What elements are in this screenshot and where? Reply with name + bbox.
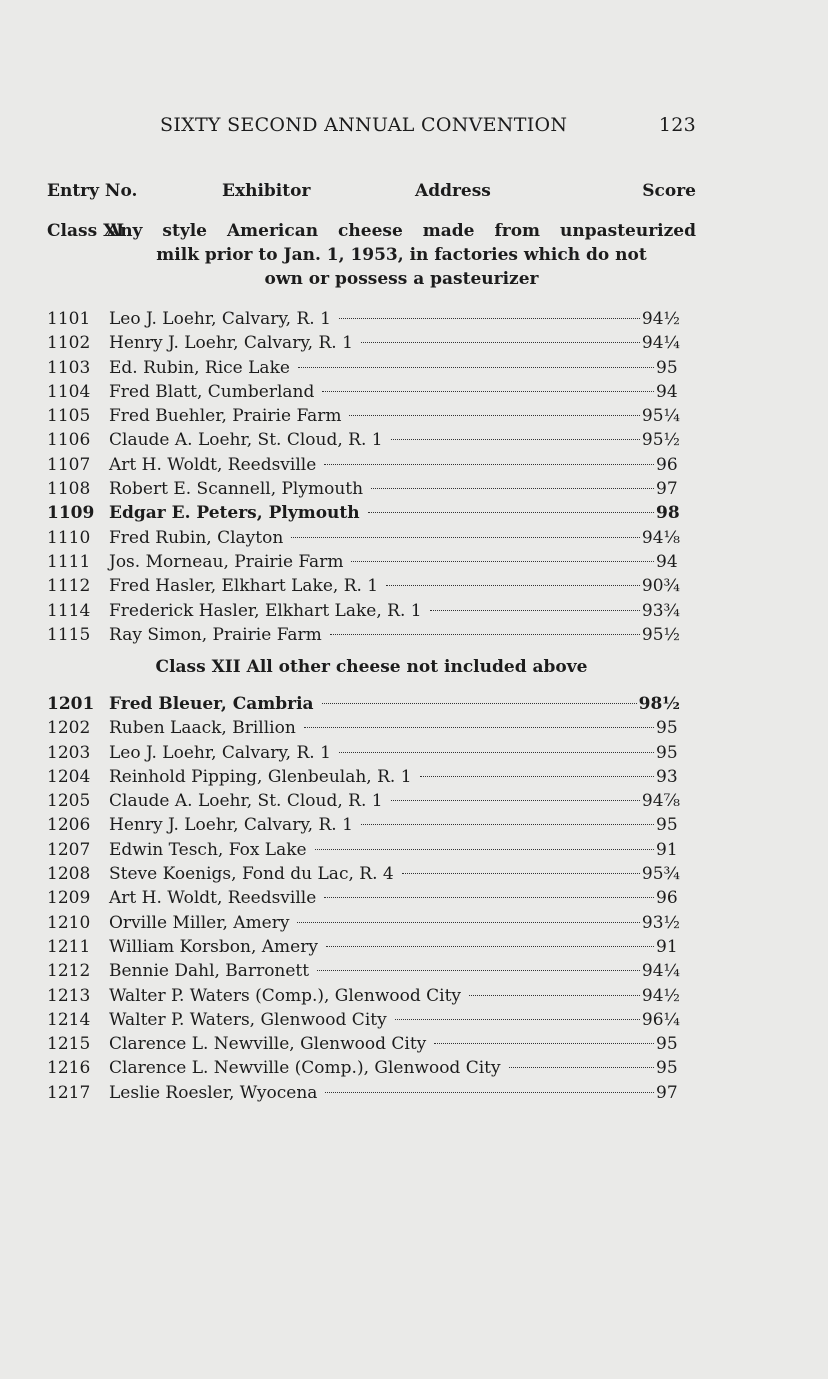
entry-row: [47, 404, 680, 428]
leader-dots: [330, 634, 640, 635]
class-xi-entry-list: [47, 307, 680, 647]
entry-number: 1204: [47, 766, 91, 787]
leader-dots: [349, 415, 639, 416]
column-header-entry-no: Entry No.: [47, 181, 138, 201]
entry-number: 1210: [47, 912, 91, 933]
entry-number: 1108: [47, 479, 91, 500]
leader-dots: [361, 342, 640, 343]
entry-score: 94¼: [641, 333, 680, 354]
entry-score: 94⅞: [641, 791, 680, 812]
entry-number: 1110: [47, 527, 91, 548]
leader-dots: [291, 537, 640, 538]
entry-score: 94: [656, 381, 678, 402]
entry-score: 94: [656, 551, 678, 572]
entry-number: 1111: [47, 551, 91, 572]
entry-number: 1215: [47, 1034, 91, 1055]
entry-score: 94½: [641, 309, 680, 329]
entry-score: 94¼: [641, 961, 680, 982]
exhibitor-address: Bennie Dahl, Barronett: [109, 961, 310, 982]
entry-score: 98½: [638, 694, 680, 714]
entry-number: 1201: [47, 694, 95, 714]
exhibitor-address: Edgar E. Peters, Plymouth: [109, 503, 360, 524]
exhibitor-address: Fred Rubin, Clayton: [109, 527, 284, 548]
column-headers: [47, 181, 696, 205]
entry-row: [47, 984, 680, 1008]
entry-score: 93: [656, 766, 678, 787]
exhibitor-address: Claude A. Loehr, St. Cloud, R. 1: [109, 791, 383, 812]
leader-dots: [386, 585, 640, 586]
entry-score: 95½: [641, 624, 680, 645]
leader-dots: [326, 946, 654, 947]
column-header-exhibitor: Exhibitor: [222, 181, 311, 201]
entry-row: [47, 477, 680, 501]
entry-number: 1102: [47, 333, 91, 354]
entry-score: 96: [656, 888, 678, 909]
leader-dots: [339, 752, 654, 753]
exhibitor-address: Walter P. Waters (Comp.), Glenwood City: [109, 985, 462, 1006]
exhibitor-address: Walter P. Waters, Glenwood City: [109, 1009, 387, 1030]
class-xii-heading: Class XII All other cheese not included above: [155, 657, 588, 677]
leader-dots: [420, 776, 654, 777]
entry-score: 96: [656, 454, 678, 475]
exhibitor-address: Fred Buehler, Prairie Farm: [109, 406, 342, 427]
entry-row: [47, 428, 680, 452]
leader-dots: [322, 703, 637, 704]
entry-row: [47, 526, 680, 550]
entry-number: 1213: [47, 985, 91, 1006]
entry-score: 95: [656, 718, 678, 739]
entry-score: 95½: [641, 430, 680, 451]
entry-score: 93½: [641, 912, 680, 933]
entry-row: [47, 453, 680, 477]
column-header-score: Score: [642, 181, 696, 201]
entry-number: 1109: [47, 503, 95, 524]
entry-score: 90¾: [641, 576, 680, 597]
entry-row: [47, 692, 680, 716]
leader-dots: [304, 727, 654, 728]
entry-row: [47, 574, 680, 598]
entry-score: 91: [656, 936, 678, 957]
entry-score: 96¼: [641, 1009, 680, 1030]
exhibitor-address: Claude A. Loehr, St. Cloud, R. 1: [109, 430, 383, 451]
exhibitor-address: Frederick Hasler, Elkhart Lake, R. 1: [109, 600, 422, 621]
entry-row: [47, 789, 680, 813]
entry-score: 95: [656, 815, 678, 836]
leader-dots: [315, 849, 654, 850]
entry-number: 1105: [47, 406, 91, 427]
entry-row: [47, 550, 680, 574]
entry-row: [47, 501, 680, 525]
entry-number: 1115: [47, 624, 91, 645]
leader-dots: [391, 800, 640, 801]
leader-dots: [322, 391, 654, 392]
leader-dots: [351, 561, 654, 562]
leader-dots: [391, 439, 640, 440]
class-xi-description-line-1: Any style American cheese made from unpasteurized: [107, 221, 696, 241]
exhibitor-address: Ray Simon, Prairie Farm: [109, 624, 322, 645]
entry-number: 1103: [47, 357, 91, 378]
leader-dots: [317, 970, 640, 971]
entry-number: 1208: [47, 864, 91, 885]
entry-score: 95¾: [641, 864, 680, 885]
exhibitor-address: Art H. Woldt, Reedsville: [109, 888, 317, 909]
entry-score: 95: [656, 742, 678, 763]
exhibitor-address: Edwin Tesch, Fox Lake: [109, 839, 307, 860]
exhibitor-address: Fred Hasler, Elkhart Lake, R. 1: [109, 576, 379, 597]
entry-number: 1114: [47, 600, 91, 621]
entry-row: [47, 1008, 680, 1032]
entry-number: 1104: [47, 381, 91, 402]
entry-row: [47, 813, 680, 837]
entry-row: [47, 599, 680, 623]
leader-dots: [324, 897, 654, 898]
entry-number: 1211: [47, 936, 91, 957]
leader-dots: [361, 824, 654, 825]
exhibitor-address: Fred Blatt, Cumberland: [109, 381, 315, 402]
class-xi-label: Class XI: [47, 221, 125, 241]
entry-number: 1216: [47, 1058, 91, 1079]
leader-dots: [324, 464, 654, 465]
exhibitor-address: Clarence L. Newville (Comp.), Glenwood City: [109, 1058, 501, 1079]
entry-row: [47, 380, 680, 404]
column-header-address: Address: [415, 181, 491, 201]
entry-row: [47, 959, 680, 983]
entry-row: [47, 838, 680, 862]
class-xii-entry-list: [47, 692, 680, 1105]
entry-row: [47, 741, 680, 765]
entry-number: 1205: [47, 791, 91, 812]
page-number: 123: [658, 114, 696, 136]
entry-number: 1107: [47, 454, 91, 475]
entry-row: [47, 862, 680, 886]
leader-dots: [339, 318, 640, 319]
exhibitor-address: Steve Koenigs, Fond du Lac, R. 4: [109, 864, 394, 885]
entry-number: 1112: [47, 576, 91, 597]
entry-score: 97: [656, 479, 678, 500]
entry-row: [47, 716, 680, 740]
entry-number: 1209: [47, 888, 91, 909]
exhibitor-address: Robert E. Scannell, Plymouth: [109, 479, 364, 500]
entry-number: 1214: [47, 1009, 91, 1030]
entry-number: 1217: [47, 1082, 91, 1103]
exhibitor-address: Henry J. Loehr, Calvary, R. 1: [109, 333, 353, 354]
exhibitor-address: Jos. Morneau, Prairie Farm: [109, 551, 344, 572]
exhibitor-address: Clarence L. Newville, Glenwood City: [109, 1034, 427, 1055]
leader-dots: [402, 873, 640, 874]
entry-row: [47, 1056, 680, 1080]
leader-dots: [298, 367, 654, 368]
exhibitor-address: Leslie Roesler, Wyocena: [109, 1082, 318, 1103]
entry-row: [47, 935, 680, 959]
entry-score: 95¼: [641, 406, 680, 427]
entry-score: 97: [656, 1082, 678, 1103]
entry-row: [47, 886, 680, 910]
leader-dots: [325, 1092, 654, 1093]
exhibitor-address: Leo J. Loehr, Calvary, R. 1: [109, 742, 331, 763]
exhibitor-address: Art H. Woldt, Reedsville: [109, 454, 317, 475]
exhibitor-address: Reinhold Pipping, Glenbeulah, R. 1: [109, 766, 412, 787]
leader-dots: [430, 610, 640, 611]
leader-dots: [509, 1067, 654, 1068]
entry-row: [47, 356, 680, 380]
entry-score: 95: [656, 357, 678, 378]
running-header: [160, 114, 696, 140]
entry-number: 1207: [47, 839, 91, 860]
entry-row: [47, 911, 680, 935]
entry-row: [47, 1032, 680, 1056]
exhibitor-address: William Korsbon, Amery: [109, 936, 318, 957]
entry-score: 95: [656, 1058, 678, 1079]
class-xi-description: [107, 219, 696, 291]
exhibitor-address: Leo J. Loehr, Calvary, R. 1: [109, 309, 331, 329]
entry-score: 94⅛: [641, 527, 680, 548]
entry-score: 91: [656, 839, 678, 860]
leader-dots: [368, 512, 654, 513]
class-xi-description-line-3: own or possess a pasteurizer: [264, 269, 539, 289]
leader-dots: [395, 1019, 640, 1020]
leader-dots: [434, 1043, 654, 1044]
entry-number: 1202: [47, 718, 91, 739]
class-xi-description-line-2: milk prior to Jan. 1, 1953, in factories which do not: [156, 245, 647, 265]
exhibitor-address: Orville Miller, Amery: [109, 912, 290, 933]
entry-row: [47, 1081, 680, 1105]
entry-score: 93¾: [641, 600, 680, 621]
entry-score: 95: [656, 1034, 678, 1055]
entry-number: 1212: [47, 961, 91, 982]
entry-score: 94½: [641, 985, 680, 1006]
entry-row: [47, 765, 680, 789]
entry-row: [47, 331, 680, 355]
entry-number: 1101: [47, 309, 91, 329]
exhibitor-address: Fred Bleuer, Cambria: [109, 694, 314, 714]
leader-dots: [469, 995, 640, 996]
exhibitor-address: Ruben Laack, Brillion: [109, 718, 296, 739]
entry-score: 98: [656, 503, 680, 524]
leader-dots: [297, 922, 639, 923]
entry-number: 1206: [47, 815, 91, 836]
entry-number: 1203: [47, 742, 91, 763]
exhibitor-address: Henry J. Loehr, Calvary, R. 1: [109, 815, 353, 836]
entry-row: [47, 307, 680, 331]
entry-number: 1106: [47, 430, 91, 451]
leader-dots: [371, 488, 654, 489]
exhibitor-address: Ed. Rubin, Rice Lake: [109, 357, 290, 378]
page-title: SIXTY SECOND ANNUAL CONVENTION: [160, 114, 568, 136]
entry-row: [47, 623, 680, 647]
